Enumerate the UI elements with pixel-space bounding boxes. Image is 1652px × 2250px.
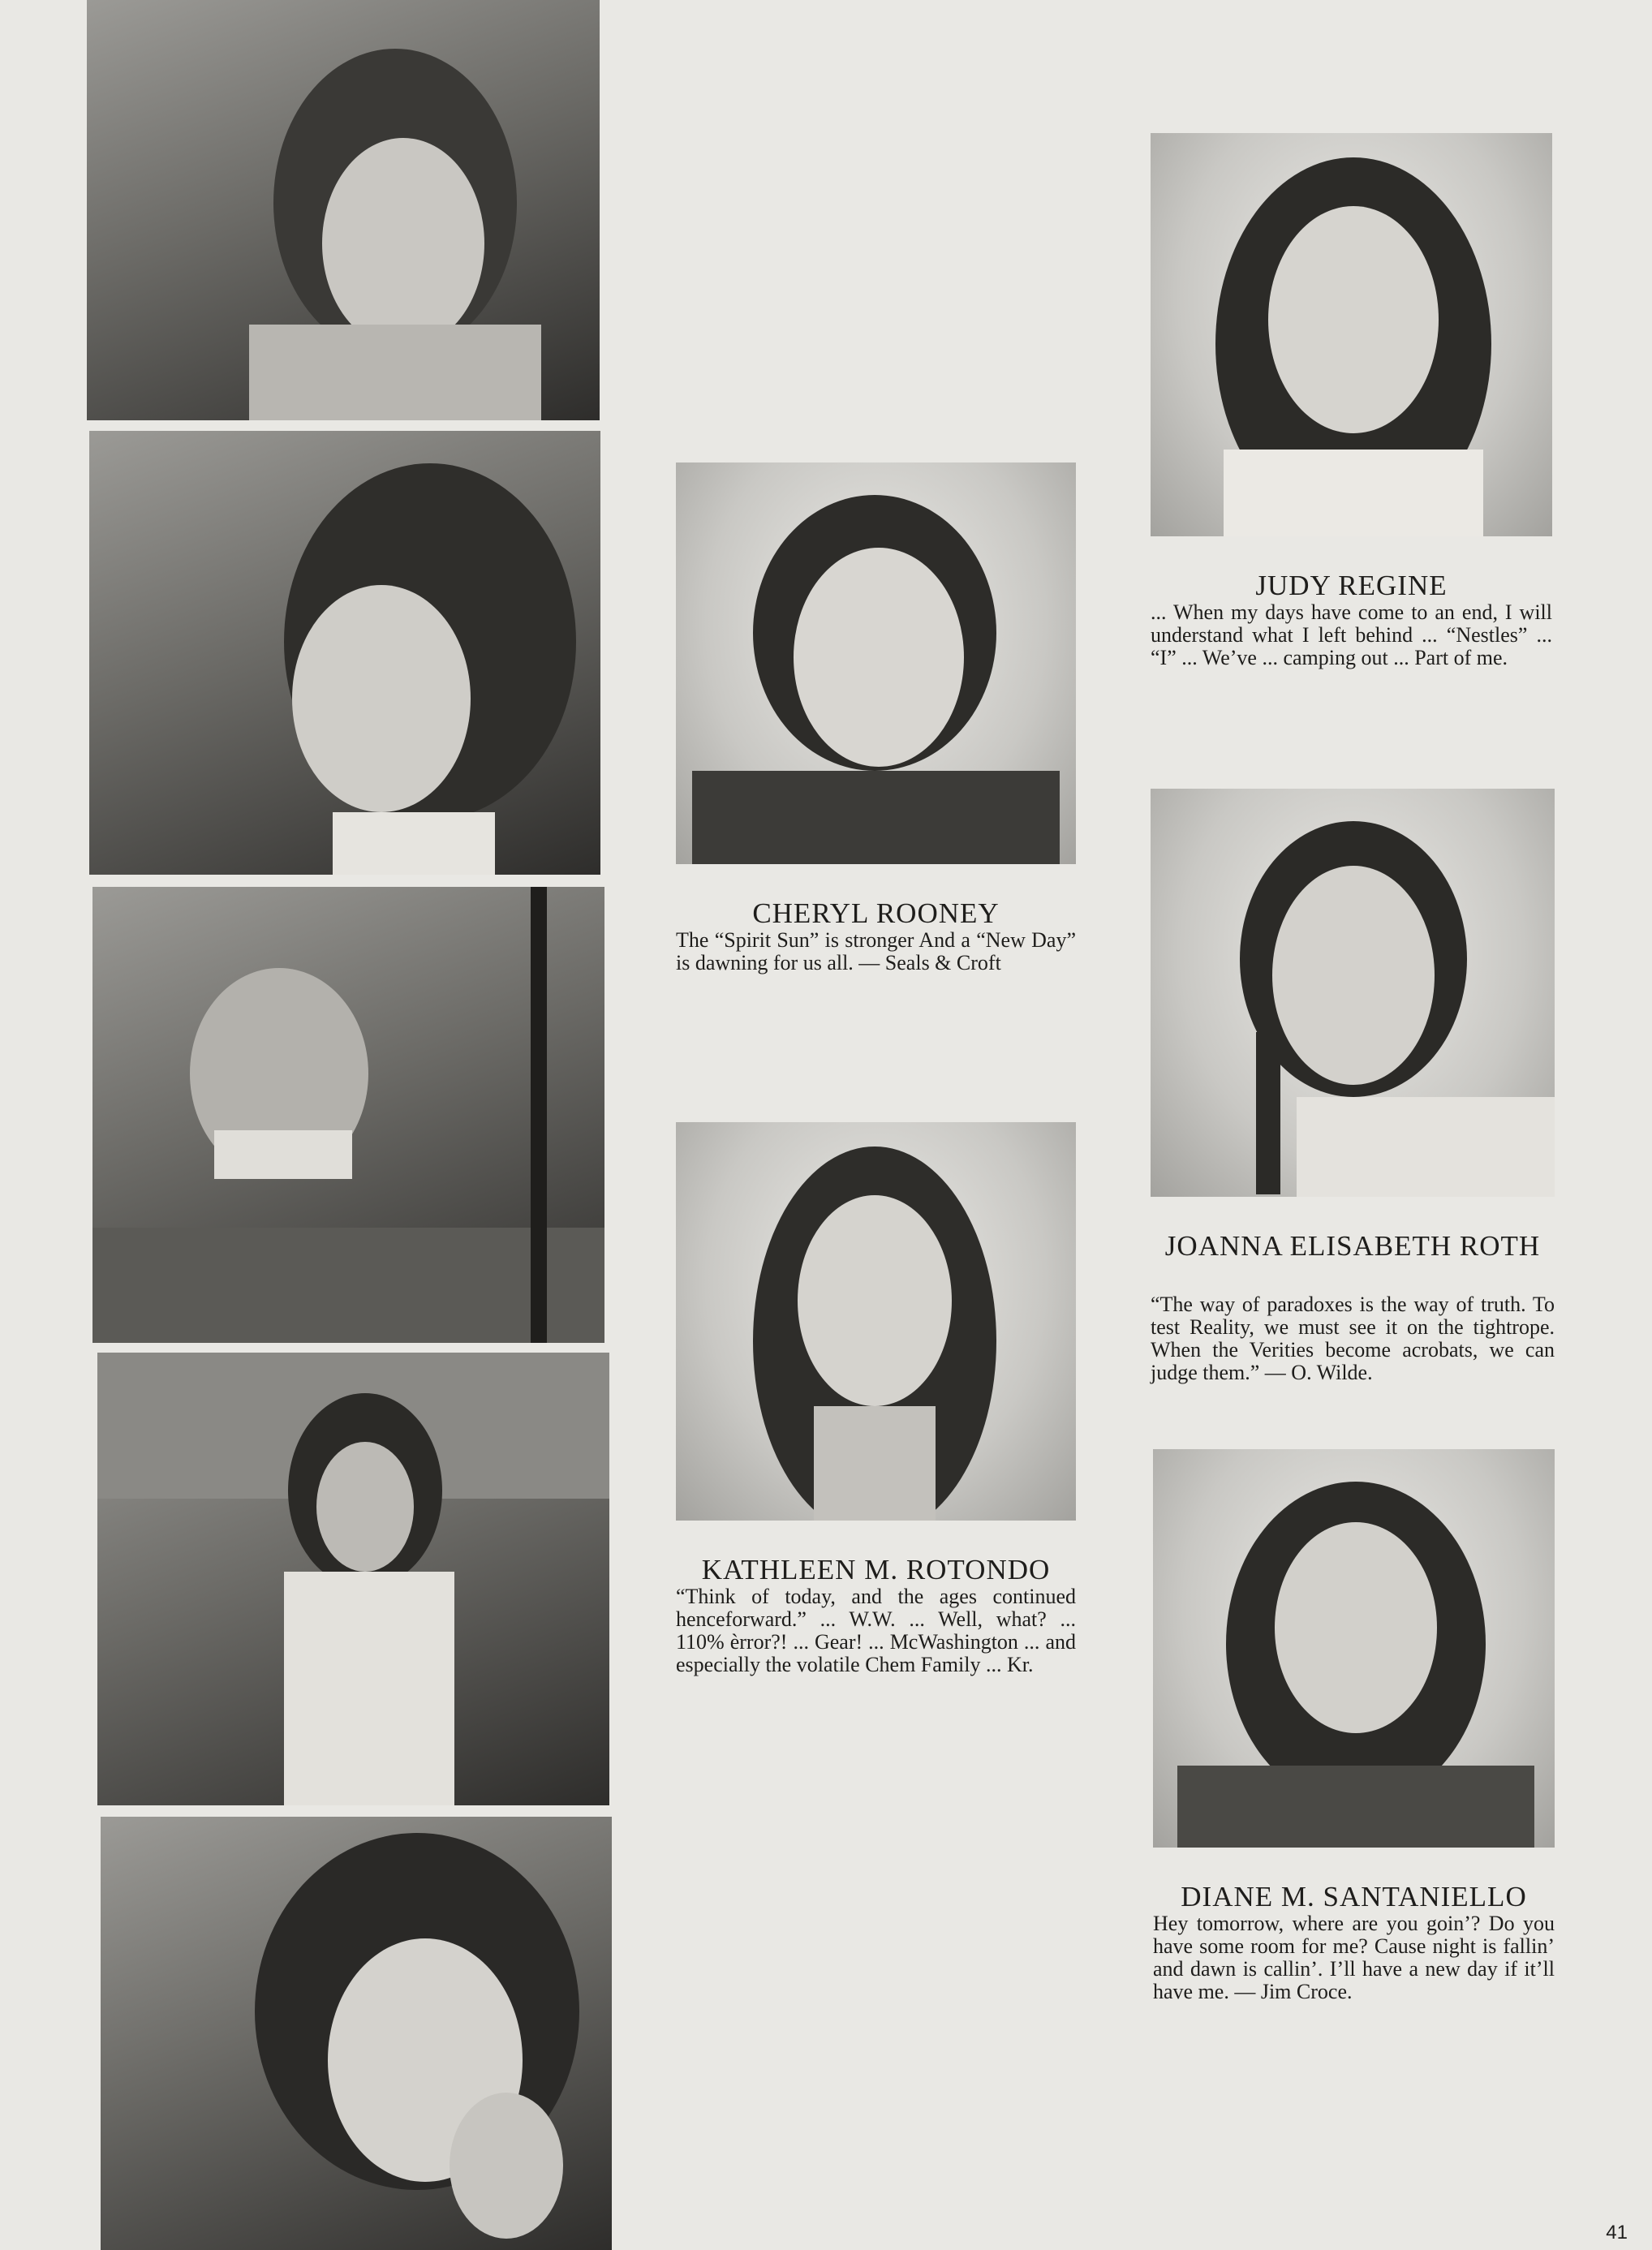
student-quote: The “Spirit Sun” is stronger And a “New Day” is dawning for us all. — Seals & Croft [676,928,1076,975]
candid-photo-2 [89,431,600,875]
page-number: 41 [1606,2222,1628,2244]
candid-photo-3 [92,887,604,1343]
student-quote: ... When my days have come to an end, I will understand what I left behind ... “Nestles” ... “I” ... We’ve ... camping out ... Part of me. [1151,600,1552,670]
student-quote: “The way of paradoxes is the way of truth. To test Reality, we must see it on the tightrope. When the Verities become acrobats, we can judge them.” — O. Wilde. [1151,1293,1555,1385]
student-name: CHERYL ROONEY [752,897,1000,929]
portrait-diane-m-santaniello [1153,1449,1555,1848]
portrait-joanna-elisabeth-roth [1151,789,1555,1197]
portrait-judy-regine [1151,133,1552,536]
portrait-kathleen-m-rotondo [676,1122,1076,1521]
candid-photo-5 [101,1817,612,2250]
candid-photo-1 [87,0,600,420]
student-name: JUDY REGINE [1255,570,1448,601]
student-name: JOANNA ELISABETH ROTH [1164,1230,1541,1262]
student-quote: Hey tomorrow, where are you goin’? Do you have some room for me? Cause night is fallin’ and dawn is callin’. I’ll have a new day if it’ll have me. — Jim Croce. [1153,1912,1555,2004]
student-name: DIANE M. SANTANIELLO [1181,1881,1527,1912]
student-quote: “Think of today, and the ages continued henceforward.” ... W.W. ... Well, what? ... 110% èrror?! ... Gear! ... McWashington ... and especially the volatile Chem Family ... Kr. [676,1585,1076,1677]
portrait-cheryl-rooney [676,462,1076,864]
candid-photo-4 [97,1353,609,1805]
student-name: KATHLEEN M. ROTONDO [701,1554,1051,1585]
